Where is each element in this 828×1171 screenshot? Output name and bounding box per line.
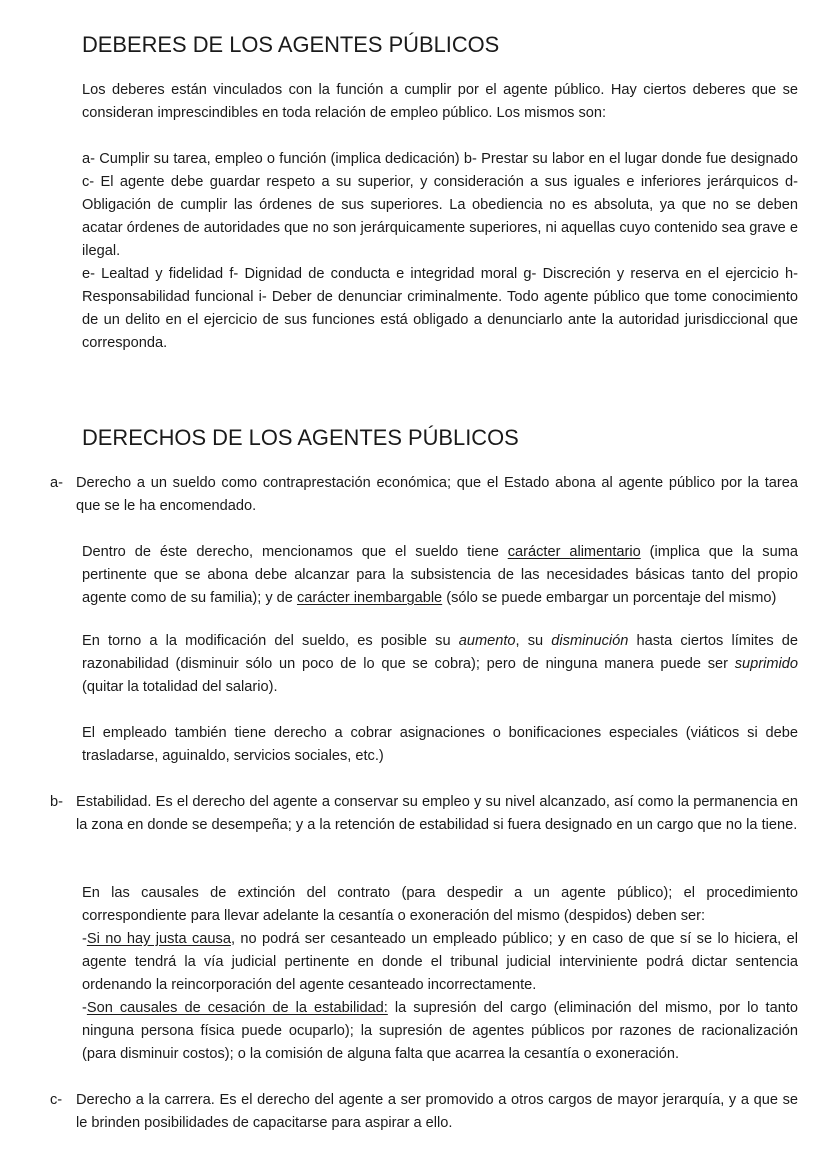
derecho-b-text: Estabilidad. Es el derecho del agente a conservar su empleo y su nivel alcanzado, así como la permanencia en la zona en donde se desempeña; y a la retención de estabilidad si fuera designado en un cargo que no la tiene. bbox=[76, 794, 798, 833]
derecho-c-text: Derecho a la carrera. Es el derecho del agente a ser promovido a otros cargos de mayor jerarquía, y a que se le brinden posibilidades de capacitarse para aspirar a ello. bbox=[76, 1092, 798, 1131]
list-marker-a: a- bbox=[50, 475, 63, 491]
deberes-list-part1: a- Cumplir su tarea, empleo o función (implica dedicación) b- Prestar su labor en el lugar donde fue designado c- El agente debe guardar respeto a su superior, y consideración a sus iguales e inferiores jerárquicos d- Obligación de cumplir las órdenes de sus superiores. La obediencia no es absoluta, ya que no se deben acatar órdenes de autoridades que no son jerárquicamente superiores, ni aquellas cuyo contenido sea grave e ilegal. bbox=[82, 151, 798, 259]
derecho-a-paragraph-2: En torno a la modificación del sueldo, es posible su aumento, su disminución hasta ciertos límites de razonabilidad (disminuir sólo un poco de lo que se cobra); pero de ninguna manera puede ser suprimido (quitar la totalidad del salario). bbox=[82, 633, 799, 695]
underlined-term: Si no hay justa causa bbox=[86, 931, 231, 947]
italic-term: suprimido bbox=[734, 656, 798, 672]
derecho-a-paragraph-1: Dentro de éste derecho, mencionamos que el sueldo tiene carácter alimentario (implica que la suma pertinente que se abona debe alcanzar para la subsistencia de las necesidades básicas tanto del propio agente como de su familia); y de carácter inembargable (sólo se puede embargar un porcentaje del mismo) bbox=[82, 544, 798, 606]
underlined-term: carácter inembargable bbox=[296, 590, 443, 606]
derechos-heading: DERECHOS DE LOS AGENTES PÚBLICOS bbox=[82, 425, 519, 450]
derecho-b-paragraph-2: -Si no hay justa causa, no podrá ser cesanteado un empleado público; y en caso de que sí se lo hiciera, el agente tendrá la vía judicial pertinente en donde el tribunal judicial interviniente podrá dictar sentencia ordenando la reincorporación del agente cesanteado incorrectamente. bbox=[82, 931, 798, 993]
deberes-list-part2: e- Lealtad y fidelidad f- Dignidad de conducta e integridad moral g- Discreción y reserva en el ejercicio h- Responsabilidad funcional i- Deber de denunciar criminalmente. Todo agente público que tome conocimiento de un delito en el ejercicio de sus funciones está obligado a denunciarlo ante la autoridad jurisdiccional que corresponda. bbox=[82, 266, 798, 351]
derecho-a-paragraph-3: El empleado también tiene derecho a cobrar asignaciones o bonificaciones especiales (viáticos si debe trasladarse, aguinaldo, servicios sociales, etc.) bbox=[82, 725, 798, 764]
derecho-b-paragraph-1: En las causales de extinción del contrato (para despedir a un agente público); el procedimiento correspondiente para llevar adelante la cesantía o exoneración del mismo (despidos) deben ser: bbox=[82, 885, 798, 924]
italic-term: aumento bbox=[458, 633, 516, 649]
underlined-term: carácter alimentario bbox=[507, 544, 641, 560]
deberes-intro: Los deberes están vinculados con la función a cumplir por el agente público. Hay ciertos deberes que se consideran imprescindibles en toda relación de empleo público. Los mismos son: bbox=[82, 82, 798, 121]
derecho-b-paragraph-3: -Son causales de cesación de la estabilidad: la supresión del cargo (eliminación del mismo, por lo tanto ninguna persona física puede ocuparlo); la supresión de agentes públicos por razones de racionalización (para disminuir costos); o la comisión de alguna falta que acarrea la cesantía o exoneración. bbox=[82, 1000, 799, 1062]
italic-term: disminución bbox=[551, 633, 629, 649]
list-marker-b: b- bbox=[50, 794, 63, 810]
derecho-a-text: Derecho a un sueldo como contraprestación económica; que el Estado abona al agente público por la tarea que se le ha encomendado. bbox=[76, 475, 798, 514]
list-marker-c: c- bbox=[50, 1092, 63, 1108]
deberes-heading: DEBERES DE LOS AGENTES PÚBLICOS bbox=[82, 32, 500, 57]
underlined-term: Son causales de cesación de la estabilidad: bbox=[86, 1000, 388, 1016]
